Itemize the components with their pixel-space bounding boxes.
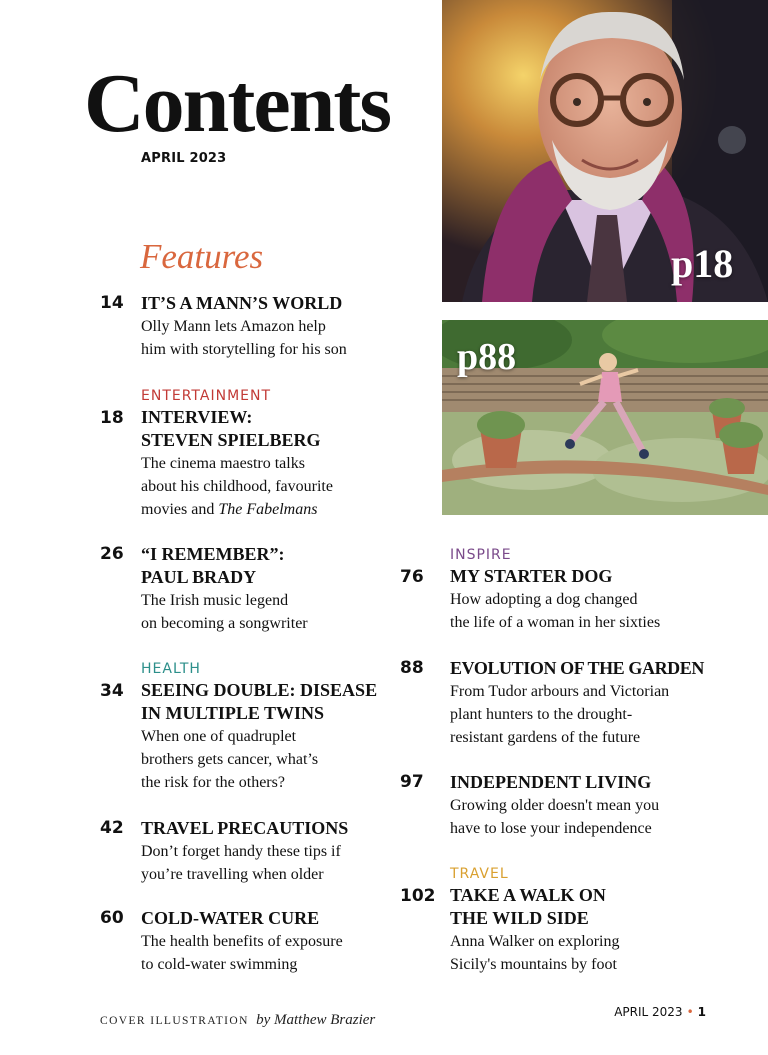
entry-description: The health benefits of exposure [141,933,343,950]
folio-issue: APRIL 2023 [614,1005,683,1019]
entry-headline: INDEPENDENT LIVING [450,772,652,792]
entry-page-number: 88 [400,658,424,678]
entry-headline: IN MULTIPLE TWINS [141,703,325,723]
entry-description: to cold-water swimming [141,956,298,973]
cover-credit [100,1012,375,1029]
entry-category-travel: TRAVEL [450,866,509,882]
entry-description: The Irish music legend [141,592,289,609]
entry-description: From Tudor arbours and Victorian [450,683,670,700]
entry-page-number: 26 [100,544,124,564]
entry-description: Olly Mann lets Amazon help [141,318,326,335]
entry-description: Anna Walker on exploring [450,933,620,950]
folio-page-number: 1 [697,1005,706,1019]
entry-headline: IT’S A MANN’S WORLD [141,293,343,313]
entry-headline: INTERVIEW: [141,407,253,427]
entry-description: on becoming a songwriter [141,615,308,632]
entry-description: have to lose your independence [450,820,652,837]
entry-headline: EVOLUTION OF THE GARDEN [450,658,704,678]
entry-headline: TAKE A WALK ON [450,885,606,905]
photo-portrait[interactable] [442,0,768,302]
entry-headline: “I REMEMBER”: [141,544,285,564]
folio-separator: • [686,1005,694,1019]
credit-label: COVER ILLUSTRATION [100,1015,249,1027]
entry-page-number: 42 [100,818,124,838]
photo-page-label-top: p18 [671,241,734,286]
entry-headline: THE WILD SIDE [450,908,589,928]
entry-description: When one of quadruplet [141,728,297,745]
entry-description: the risk for the others? [141,774,285,791]
entry-description: Growing older doesn't mean you [450,797,660,814]
entry-category-entertainment: ENTERTAINMENT [141,388,272,404]
entry-category-inspire: INSPIRE [450,547,512,563]
entry-description: The cinema maestro talks [141,455,305,472]
entry-page-number: 102 [400,886,436,906]
issue-date: APRIL 2023 [141,151,227,166]
entry-description: movies and The Fabelmans [141,501,318,518]
credit-artist: by Matthew Brazier [256,1012,376,1028]
entry-page-number: 14 [100,293,124,313]
entry-headline: COLD-WATER CURE [141,908,320,928]
entry-description: you’re travelling when older [141,866,324,883]
entry-page-number: 18 [100,408,124,428]
entry-description: Sicily's mountains by foot [450,956,617,973]
film-title: The Fabelmans [218,501,318,518]
entry-description: Don’t forget handy these tips if [141,843,341,860]
entry-page-number: 97 [400,772,424,792]
page-title: Contents [84,57,391,150]
entry-page-number: 60 [100,908,124,928]
entry-headline: PAUL BRADY [141,567,257,587]
entry-description: brothers gets cancer, what’s [141,751,319,768]
entry-description: plant hunters to the drought- [450,706,633,723]
photo-page-label-bottom: p88 [457,336,517,378]
entry-headline: STEVEN SPIELBERG [141,430,321,450]
section-heading: Features [140,237,264,276]
entry-headline: MY STARTER DOG [450,566,613,586]
entry-headline: SEEING DOUBLE: DISEASE [141,680,378,700]
entry-description: about his childhood, favourite [141,478,333,495]
page-folio [614,1005,706,1019]
entry-page-number: 34 [100,681,124,701]
entry-category-health: HEALTH [141,661,201,677]
entry-description: resistant gardens of the future [450,729,641,746]
photo-garden[interactable] [442,320,768,515]
entry-page-number: 76 [400,567,424,587]
entry-description: the life of a woman in her sixties [450,614,661,631]
entry-description: How adopting a dog changed [450,591,638,608]
entry-description: him with storytelling for his son [141,341,347,358]
entry-headline: TRAVEL PRECAUTIONS [141,818,349,838]
